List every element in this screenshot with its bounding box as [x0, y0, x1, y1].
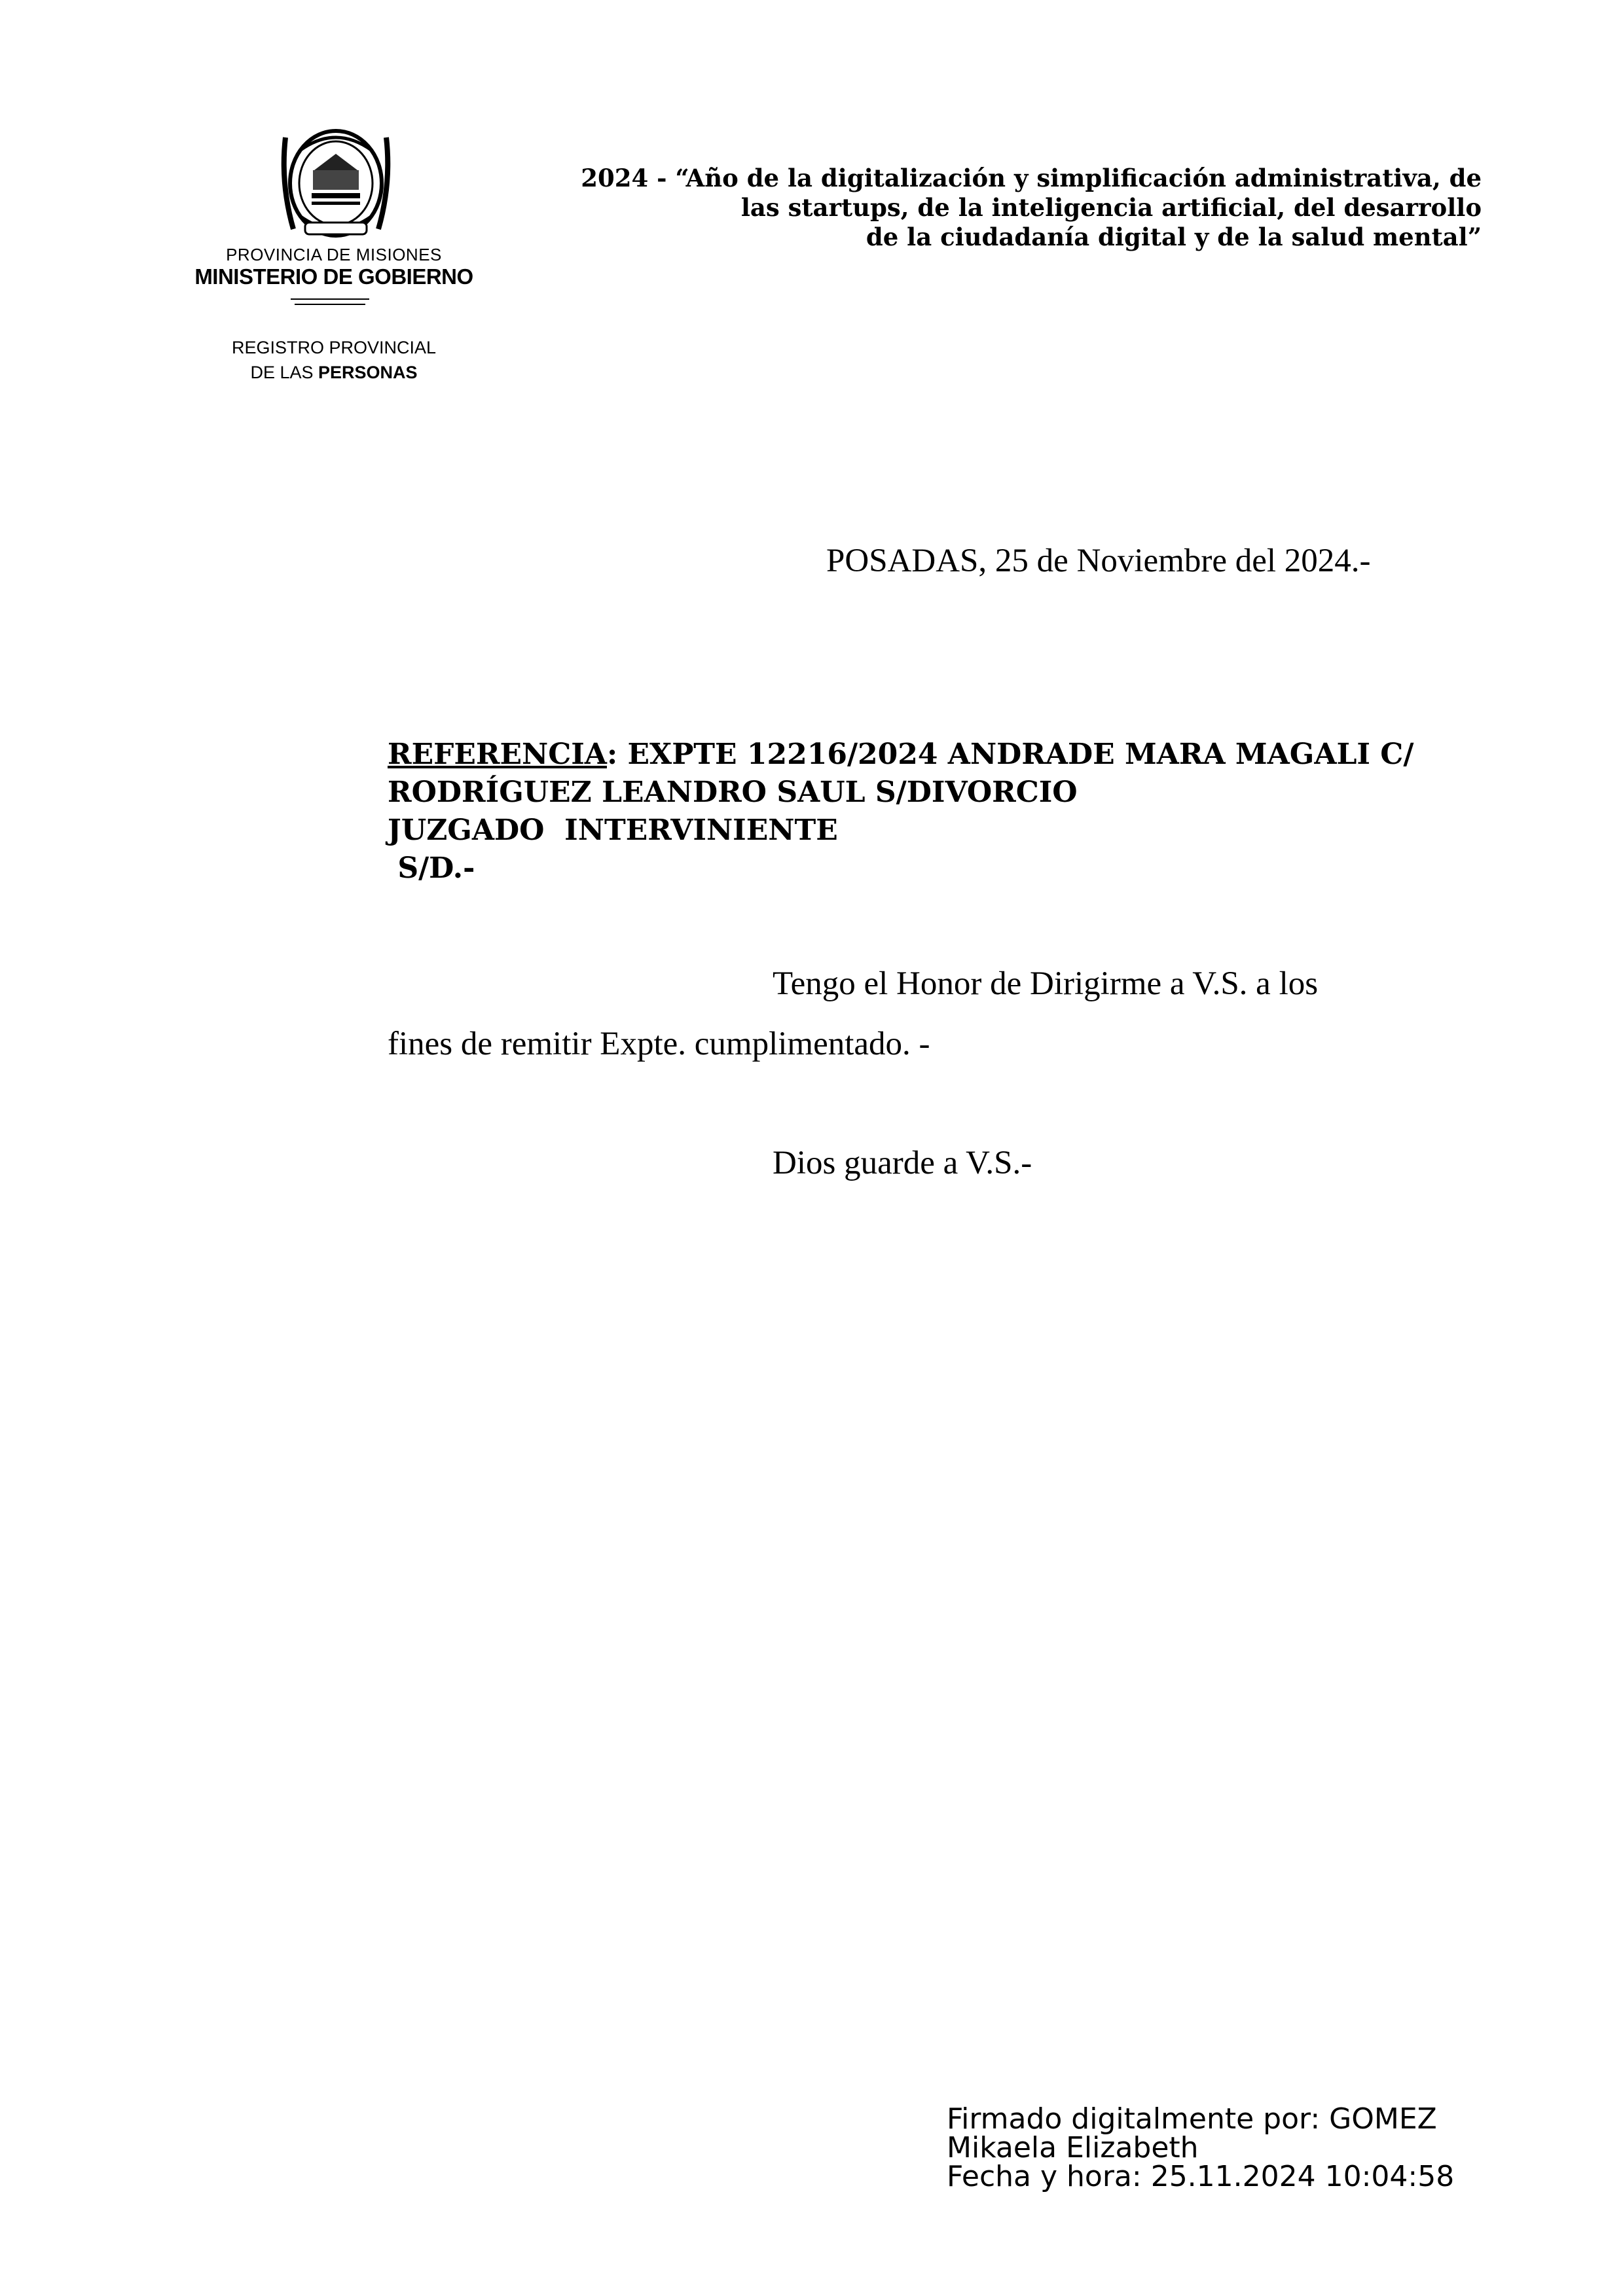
letterhead-ministry: MINISTERIO DE GOBIERNO — [194, 264, 473, 289]
motto-line3: de la ciudadanía digital y de la salud mental” — [866, 223, 1482, 251]
date-line: POSADAS, 25 de Noviembre del 2024.- — [826, 543, 1371, 579]
letterhead-province: PROVINCIA DE MISIONES — [226, 245, 442, 264]
letterhead-divider — [291, 298, 369, 300]
year-motto — [401, 164, 1482, 252]
letterhead-registry-line2 — [137, 363, 530, 383]
digital-signature — [947, 2102, 1455, 2193]
reference-line1-rest: : EXPTE 12216/2024 ANDRADE MARA MAGALI C/ — [606, 738, 1414, 771]
reference-line1 — [388, 736, 1413, 774]
motto-line2: las startups, de la inteligencia artificial, del desarrollo — [740, 193, 1482, 222]
reference-line3: JUZGADO INTERVINIENTE — [388, 814, 838, 847]
reference-label: REFERENCIA — [388, 738, 607, 771]
registry-line2-bold: PERSONAS — [318, 363, 418, 382]
body-paragraph-line2: fines de remitir Expte. cumplimentado. - — [388, 1026, 930, 1062]
body-paragraph-line1: Tengo el Honor de Dirigirme a V.S. a los — [773, 965, 1319, 1002]
closing-line: Dios guarde a V.S.- — [773, 1145, 1032, 1181]
reference-line2: RODRÍGUEZ LEANDRO SAUL S/DIVORCIO — [388, 776, 1078, 809]
letterhead-registry-line1: REGISTRO PROVINCIAL — [231, 338, 437, 357]
registry-line2-prefix: DE LAS — [250, 363, 318, 382]
reference-line4: S/D.- — [388, 852, 475, 885]
reference-block — [388, 736, 1413, 888]
provincia-de-misiones-coat-of-arms-icon — [274, 124, 398, 242]
signature-line1: Firmado digitalmente por: GOMEZ — [947, 2102, 1437, 2136]
letterhead-divider — [295, 304, 365, 305]
motto-line1: 2024 - “Año de la digitalización y simplificación administrativa, de — [581, 164, 1482, 192]
signature-line2: Mikaela Elizabeth — [947, 2131, 1199, 2164]
signature-line3: Fecha y hora: 25.11.2024 10:04:58 — [947, 2160, 1455, 2193]
